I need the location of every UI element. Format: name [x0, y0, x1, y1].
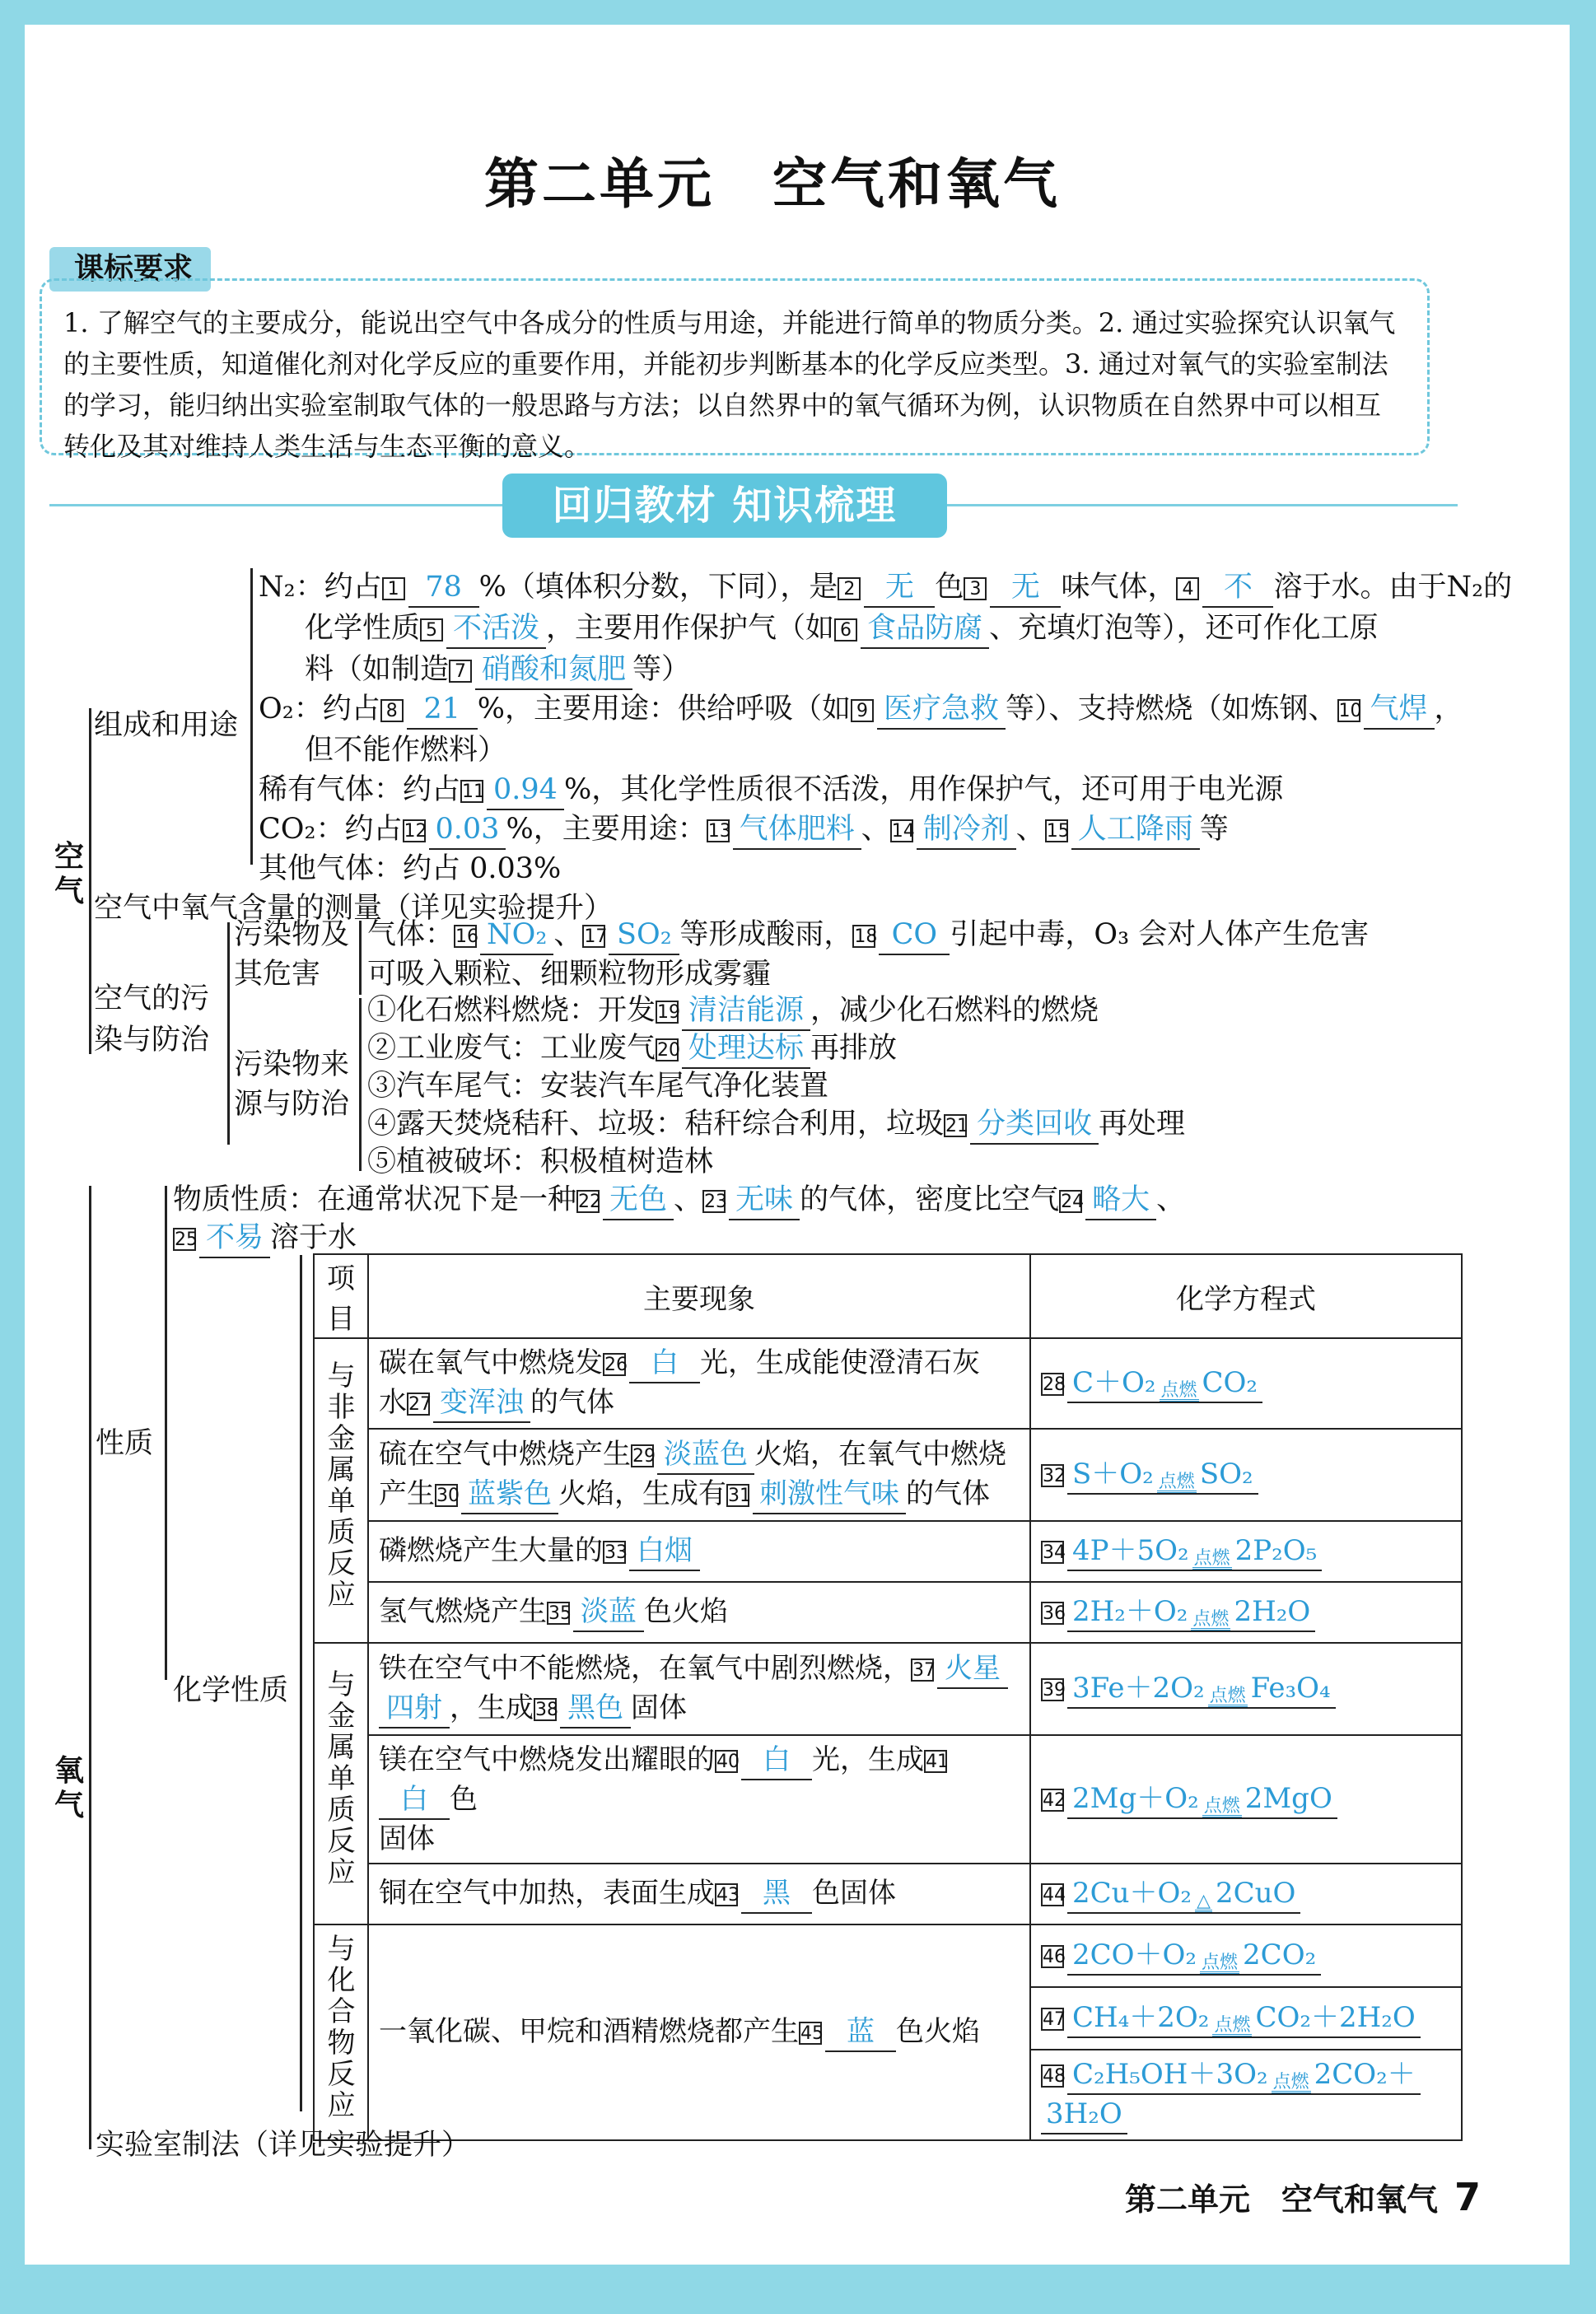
physical-line2: 25 不易 溶于水: [173, 1219, 357, 1258]
pollution-brace: [227, 922, 230, 1145]
table-row: [314, 1521, 1462, 1582]
chemical-brace: [300, 1255, 302, 2111]
table-header: [314, 1254, 1462, 1338]
equation-42: 42 2Mg＋O₂ 点燃 2MgO: [1030, 1735, 1462, 1864]
page-number: 7: [1454, 2175, 1481, 2219]
blank-26: 白: [629, 1344, 700, 1383]
n2-line2: 化学性质 5 不活泼 ，主要用作保护气（如 6 食品防腐 、充填灯泡等），还可作化工原: [305, 609, 1379, 649]
section-banner: 回归教材 知识梳理: [502, 474, 947, 538]
blank-38: 黑色: [560, 1689, 631, 1729]
equation-48: 48 C₂H₅OH＋3O₂ 点燃 2CO₂＋ 3H₂O: [1030, 2050, 1462, 2140]
phenomenon-magnesium: 镁在空气中燃烧发出耀眼的40 白 光，生成41白 色 固体: [368, 1735, 1030, 1864]
equation-44: 44 2Cu＋O₂ △ 2CuO: [1030, 1864, 1462, 1924]
blank-11: 0.94: [487, 771, 564, 810]
footer: [1125, 2174, 1481, 2219]
blank-16: NO₂: [480, 916, 553, 955]
pollution-label-2: 染与防治: [94, 1024, 210, 1057]
blank-14: 制冷剂: [917, 810, 1016, 850]
blank-2: 无: [864, 568, 935, 608]
blank-8: 21: [407, 690, 478, 730]
table-row: [314, 1643, 1462, 1735]
equation-32: 32 S＋O₂ 点燃 SO₂: [1030, 1429, 1462, 1521]
blank-24: 略大: [1085, 1181, 1156, 1220]
blank-21: 分类回收: [970, 1105, 1099, 1145]
equation-39: 39 3Fe＋2O₂ 点燃 Fe₃O₄: [1030, 1643, 1462, 1735]
pollution-label-1: 空气的污: [94, 982, 210, 1015]
source-2: ②工业废气：工业废气20 处理达标 再排放: [367, 1029, 897, 1069]
harm-brace: [359, 921, 362, 995]
source-label-2: 源与防治: [234, 1088, 350, 1121]
requirements-box: [40, 278, 1430, 462]
source-3: ③汽车尾气：安装汽车尾气净化装置: [367, 1070, 829, 1103]
blank-30: 蓝紫色: [461, 1475, 558, 1514]
phenomenon-iron: 铁在空气中不能燃烧，在氧气中剧烈燃烧，37 火星 四射 ，生成38 黑色 固体: [368, 1643, 1030, 1735]
source-4: ④露天焚烧秸秆、垃圾：秸秆综合利用，垃圾21 分类回收 再处理: [367, 1105, 1185, 1145]
blank-29: 淡蓝色: [657, 1435, 754, 1475]
blank-6: 食品防腐: [861, 609, 989, 649]
blank-41: 白: [379, 1780, 450, 1820]
reaction-table: [313, 1253, 1463, 2141]
physical-line1: 物质性质：在通常状况下是一种22 无色 、23 无味 的气体，密度比空气24 略大 、: [173, 1181, 1185, 1220]
group-nonmetal: 与非金属单质反应: [322, 1360, 355, 1611]
blank-27: 变浑浊: [433, 1383, 530, 1423]
blank-15: 人工降雨: [1071, 810, 1200, 850]
source-brace: [359, 998, 362, 1171]
o2-line1: O₂：约占 8 21 %，主要用途：供给呼吸（如 9 医疗急救 等）、支持燃烧（如炼钢、10 气焊 ，: [259, 690, 1463, 730]
blank-23: 无味: [729, 1181, 800, 1220]
air-label: 空气: [54, 840, 84, 908]
oxygen-label: 氧气: [54, 1754, 84, 1822]
blank-22: 无色: [603, 1181, 674, 1220]
blank-40: 白: [741, 1741, 812, 1780]
oxygen-brace: [89, 1186, 91, 2149]
blank-45: 蓝: [825, 2013, 896, 2052]
equation-47: 47 CH₄＋2O₂ 点燃 CO₂＋2H₂O: [1030, 1987, 1462, 2050]
blank-37b: 四射: [379, 1689, 450, 1729]
source-5: ⑤植被破坏：积极植树造林: [367, 1145, 714, 1178]
chemical-label: 化学性质: [173, 1674, 289, 1707]
phenomenon-compounds: 一氧化碳、甲烷和酒精燃烧都产生45 蓝 色火焰: [368, 1924, 1030, 2140]
air-brace: [89, 708, 91, 1054]
pm-line: 可吸入颗粒、细颗粒物形成雾霾: [367, 958, 772, 991]
blank-20: 处理达标: [682, 1029, 810, 1069]
equation-46: 46 2CO＋O₂ 点燃 2CO₂: [1030, 1924, 1462, 1987]
blank-9: 医疗急救: [877, 690, 1006, 730]
phenomenon-phosphorus: 磷燃烧产生大量的33 白烟: [368, 1521, 1030, 1582]
blank-37a: 火星: [937, 1649, 1008, 1689]
header-item: 项目: [314, 1254, 368, 1338]
footer-unit: 第二单元 空气和氧气: [1124, 2181, 1438, 2218]
header-phenomenon: 主要现象: [368, 1254, 1030, 1338]
table-row: [314, 1864, 1462, 1924]
banner-line-left: [49, 504, 502, 506]
composition-label: 组成和用途: [94, 709, 239, 742]
blank-35: 淡蓝: [573, 1593, 644, 1632]
rare-gas-line: 稀有气体：约占11 0.94 %，其化学性质很不活泼，用作保护气，还可用于电光源: [259, 771, 1283, 810]
pollutant-gas-line: 气体：16 NO₂ 、17 SO₂ 等形成酸雨，18 CO 引起中毒，O₃ 会对人体产生危害: [367, 916, 1369, 955]
blank-13: 气体肥料: [733, 810, 861, 850]
n2-line1: N₂：约占 1 78 %（填体积分数，下同），是 2 无 色 3 无 味气体， 4 不 溶于水。由于N₂的: [259, 568, 1512, 608]
phenomenon-carbon: 碳在氧气中燃烧发26 白 光，生成能使澄清石灰 水27 变浑浊 的气体: [368, 1338, 1030, 1429]
composition-brace: [250, 568, 253, 865]
phenomenon-hydrogen: 氢气燃烧产生35 淡蓝 色火焰: [368, 1582, 1030, 1643]
requirements-label: 课标要求: [49, 247, 211, 292]
lab-method-line: 实验室制法（详见实验提升）: [96, 2129, 471, 2162]
harm-label-1: 污染物及: [234, 918, 350, 951]
source-label-1: 污染物来: [234, 1048, 350, 1081]
group-compound: 与化合物反应: [322, 1934, 355, 2121]
requirements-text: 1. 了解空气的主要成分，能说出空气中各成分的性质与用途，并能进行简单的物质分类。2. 通过实验探究认识氧气的主要性质，知道催化剂对化学反应的重要作用，并能初步判断基本的化学反应类型。3. 通过对氧气的实验室制法的学习，能归纳出实验室制取气体的一般思路与方法；以自然界中的氧气循环为例，认识物质在自然界中可以相互转化及其对维持人类生活与生态平衡的意义。: [63, 307, 1396, 462]
blank-10: 气焊: [1364, 690, 1435, 730]
blank-25: 不易: [199, 1219, 270, 1258]
blank-1: 78: [408, 568, 479, 608]
blank-33: 白烟: [629, 1532, 700, 1571]
blank-3: 无: [990, 568, 1061, 608]
blank-4: 不: [1202, 568, 1273, 608]
banner-line-right: [947, 504, 1458, 506]
page-title: 第二单元 空气和氧气: [484, 152, 1061, 216]
other-gas-line: 其他气体：约占 0.03%: [259, 852, 562, 885]
blank-5: 不活泼: [446, 609, 546, 649]
source-1: ①化石燃料燃烧：开发19 清洁能源 ，减少化石燃料的燃烧: [367, 991, 1099, 1031]
blank-31: 刺激性气味: [753, 1475, 906, 1514]
equation-28: 28 C＋O₂ 点燃 CO₂: [1030, 1338, 1462, 1429]
blank-43: 黑: [741, 1874, 812, 1914]
phenomenon-copper: 铜在空气中加热，表面生成43 黑 色固体: [368, 1864, 1030, 1924]
blank-19: 清洁能源: [682, 991, 810, 1031]
harm-label-2: 其危害: [234, 958, 321, 991]
blank-12: 0.03: [429, 810, 506, 850]
equation-36: 36 2H₂＋O₂ 点燃 2H₂O: [1030, 1582, 1462, 1643]
n2-line3: 料（如制造 7 硝酸和氮肥 等）: [305, 651, 690, 690]
table-row: [314, 1582, 1462, 1643]
blank-18: CO: [879, 916, 950, 955]
table-row: [314, 1338, 1462, 1429]
table-row: [314, 1924, 1462, 1987]
o2-line2: 但不能作燃料）: [305, 734, 507, 767]
co2-line: CO₂：约占12 0.03 %，主要用途：13 气体肥料 、14 制冷剂 、15 人工降雨 等: [259, 810, 1229, 850]
blank-7: 硝酸和氮肥: [475, 651, 632, 690]
blank-17: SO₂: [609, 916, 679, 955]
properties-brace: [165, 1186, 167, 1680]
equation-34: 34 4P＋5O₂ 点燃 2P₂O₅: [1030, 1521, 1462, 1582]
group-metal: 与金属单质反应: [322, 1669, 355, 1888]
oxygen-measure-line: 空气中氧气含量的测量（详见实验提升）: [94, 892, 614, 925]
table-row: [314, 1429, 1462, 1521]
phenomenon-sulfur: 硫在空气中燃烧产生29 淡蓝色 火焰，在氧气中燃烧 产生30 蓝紫色 火焰，生成有31 刺激性气味 的气体: [368, 1429, 1030, 1521]
properties-label: 性质: [96, 1427, 154, 1460]
table-row: [314, 1735, 1462, 1864]
header-equation: 化学方程式: [1030, 1254, 1462, 1338]
